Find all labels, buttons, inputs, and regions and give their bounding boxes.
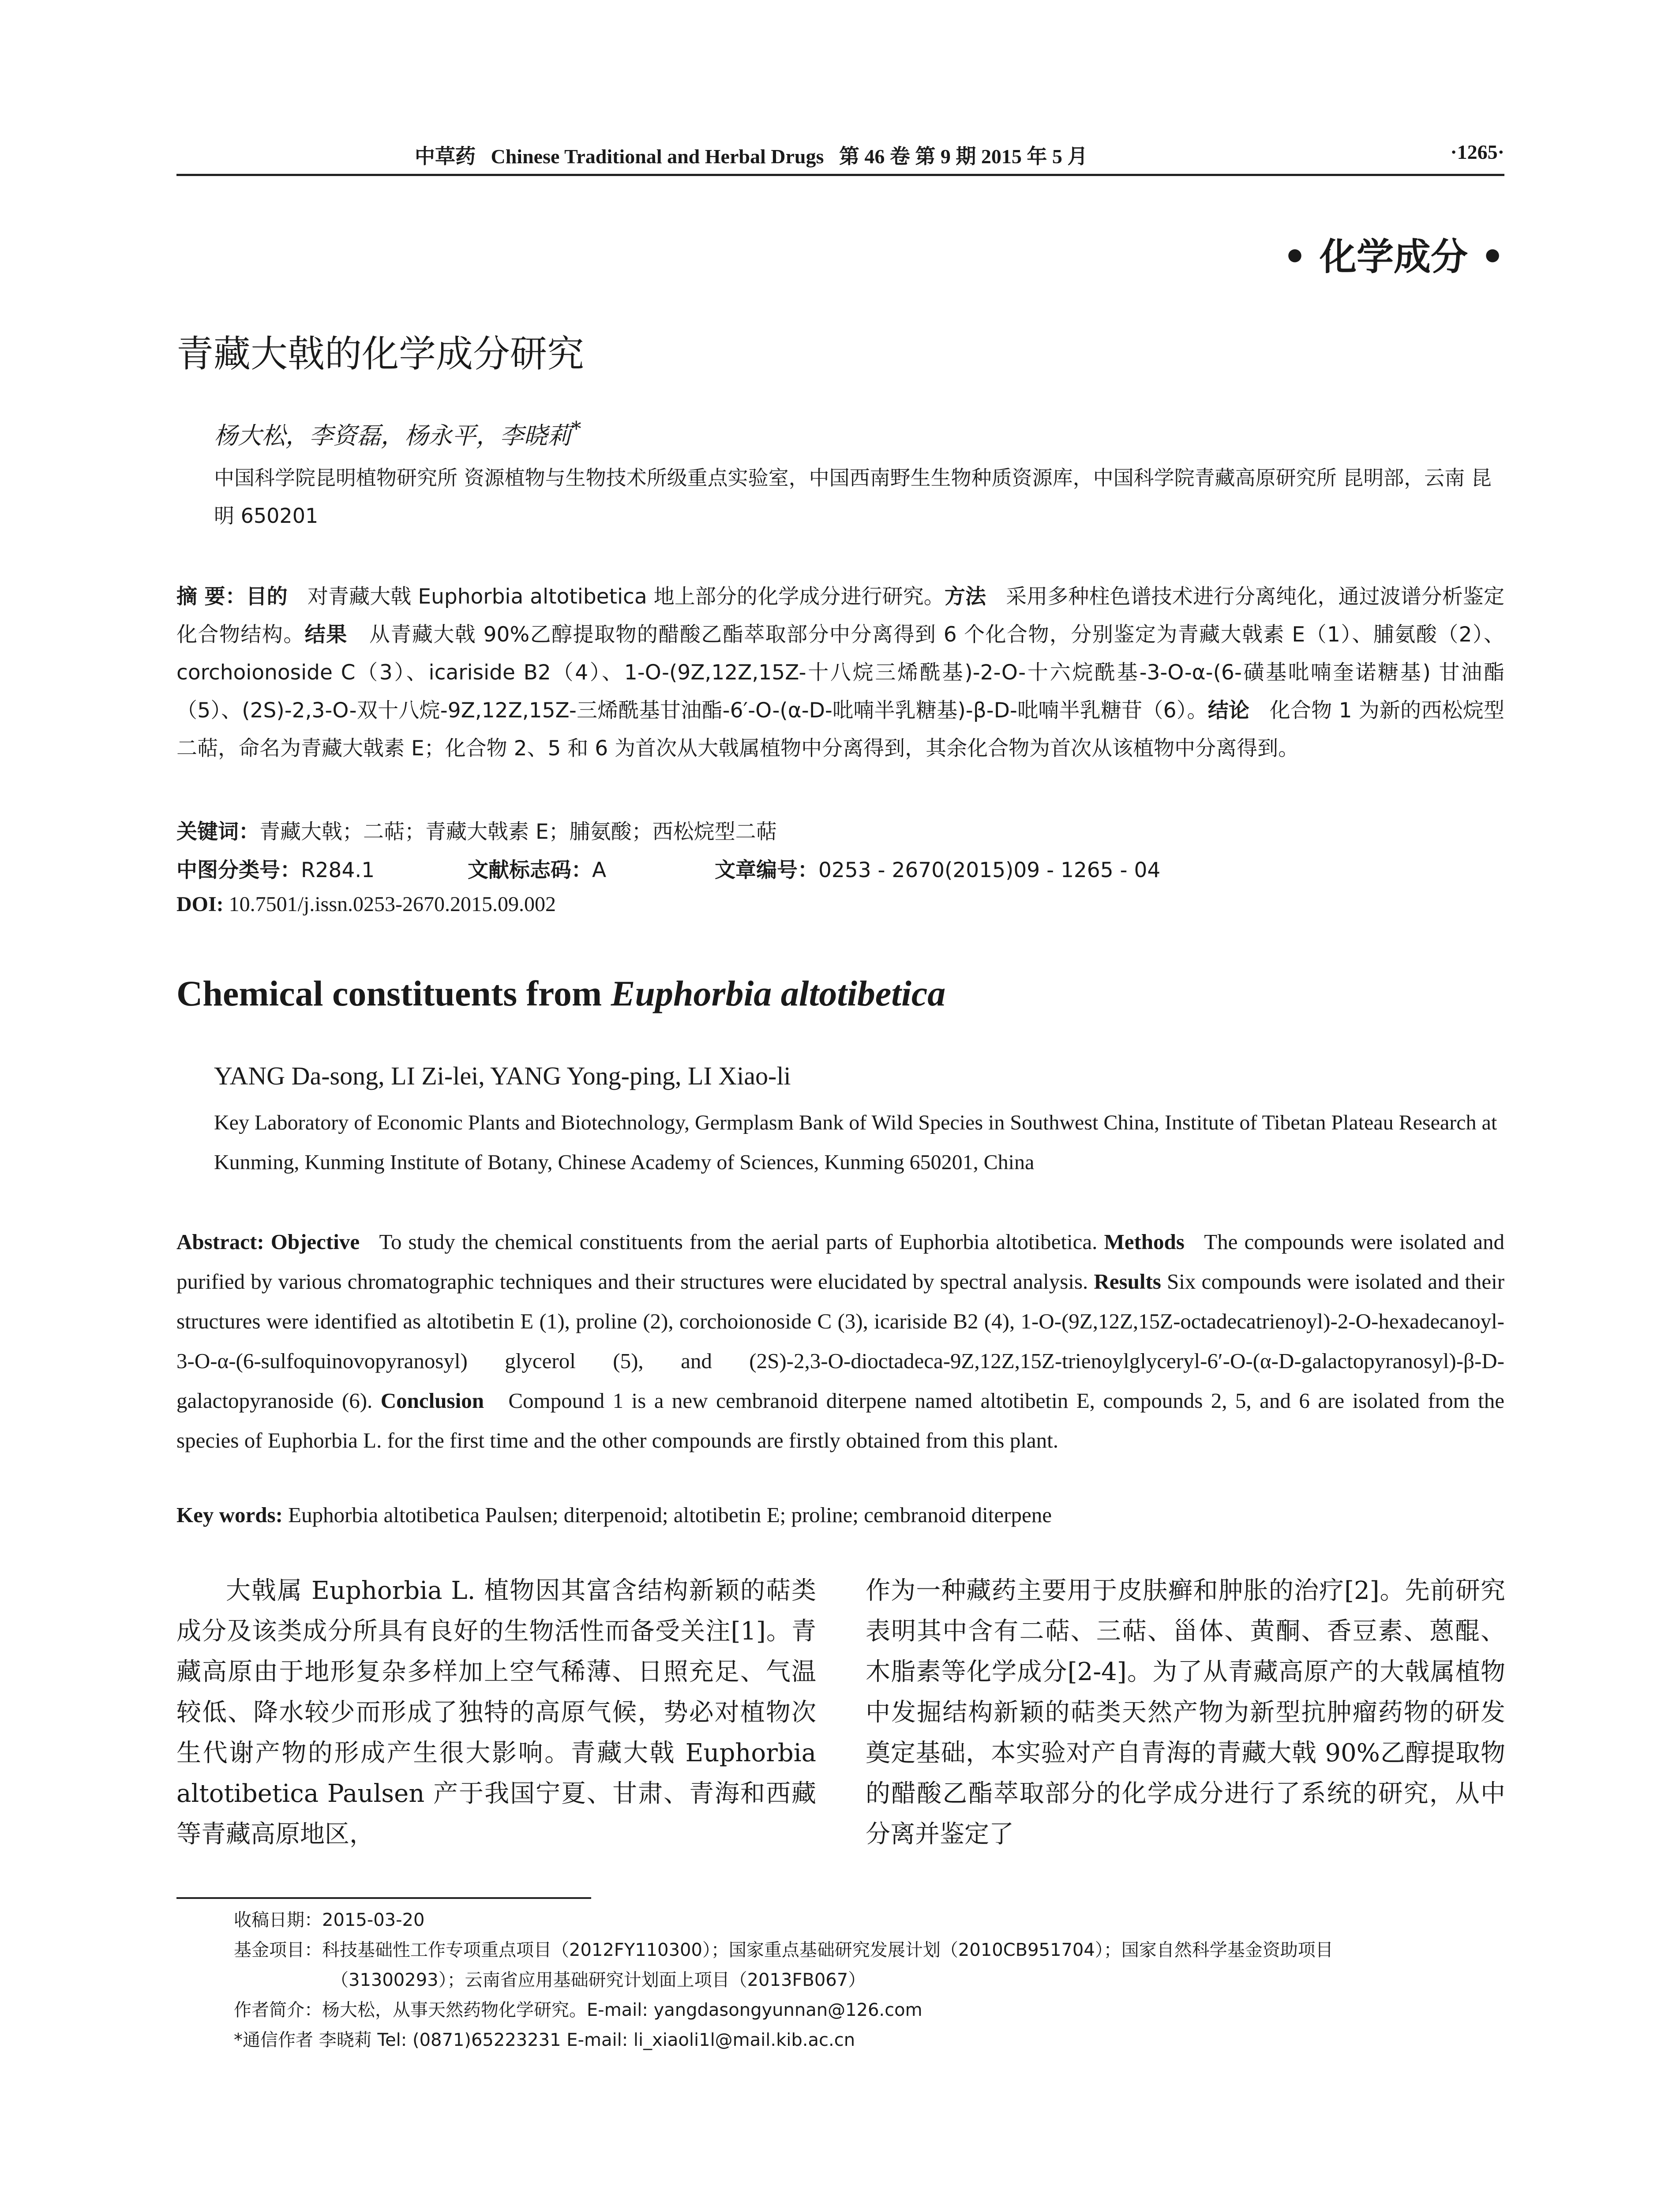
en-authors: YANG Da-song, LI Zi-lei, YANG Yong-ping, LI Xiao-li: [214, 1062, 791, 1090]
en-title-species: Euphorbia altotibetica: [611, 973, 946, 1013]
cn-conclusion-label: 结论: [1208, 698, 1250, 723]
cn-class-value: R284.1: [301, 858, 375, 882]
en-objective: To study the chemical constituents from the aerial parts of Euphorbia altotibetica.: [379, 1230, 1098, 1254]
en-keywords: [176, 1502, 1052, 1527]
cn-results: 从青藏大戟 90%乙醇提取物的醋酸乙酯萃取部分中分离得到 6 个化合物，分别鉴定为青藏大戟素 E（1）、脯氨酸（2）、corchoionoside C（3）、icariside B2（4）、1-O-(9Z,12Z,15Z-十八烷三烯酰基)-2-O-十六烷酰基-3-O-α-(6-磺基吡喃奎诺糖基) 甘油酯（5）、(2S)-2,3-O-双十八烷-9Z,12Z,15Z-三烯酰基甘油酯-6′-O-(α-D-吡喃半乳糖基)-β-D-吡喃半乳糖苷（6）。: [176, 623, 1505, 723]
cn-article-number: [715, 854, 1160, 883]
cn-affiliation: 中国科学院昆明植物研究所 资源植物与生物技术所级重点实验室，中国西南野生生物种质资源库，中国科学院青藏高原研究所 昆明部，云南 昆明 650201: [214, 466, 1492, 528]
cn-doc-code: [468, 854, 606, 883]
journal-issue: 第 46 卷 第 9 期 2015 年 5 月: [839, 145, 1088, 168]
en-title-plain: Chemical constituents from: [176, 973, 611, 1013]
page-number: ·1265·: [1450, 141, 1504, 163]
en-keywords-label: Key words:: [176, 1503, 283, 1527]
cn-doc-code-label: 文献标志码：: [468, 858, 592, 882]
cn-abstract-label: 摘 要：: [176, 585, 246, 609]
doi-label: DOI:: [176, 893, 224, 916]
header-rule: [176, 174, 1504, 176]
en-conclusion: Compound 1 is a new cembranoid diterpene named altotibetin E, compounds 2, 5, and 6 are isolated from the species of Euphorbia L. for the first time and the other compounds are firstly obtained from this plant.: [176, 1388, 1505, 1452]
section-tag: • 化学成分 •: [1283, 235, 1504, 278]
en-affiliation: Key Laboratory of Economic Plants and Biotechnology, Germplasm Bank of Wild Species in Southwest China, Institute of Tibetan Plateau Research at Kunming, Kunming Institute of Botany, Chinese Academy of Sciences, Kunming 650201, China: [214, 1111, 1497, 1174]
cn-abstract: [176, 578, 1504, 768]
cn-class-label: 中图分类号：: [176, 858, 301, 882]
body-column-right: 作为一种藏药主要用于皮肤癣和肿胀的治疗[2]。先前研究表明其中含有二萜、三萜、甾体、黄酮、香豆素、蒽醌、木脂素等化学成分[2-4]。为了从青藏高原产的大戟属植物中发掘结构新颖的萜类天然产物为新型抗肿瘤药物的研发奠定基础，本实验对产自青海的青藏大戟 90%乙醇提取物的醋酸乙酯萃取部分的化学成分进行了系统的研究，从中分离并鉴定了: [866, 1576, 1505, 1849]
en-abstract-label: Abstract: Objective: [176, 1230, 360, 1254]
en-methods: The compounds were isolated and purified by various chromatographic techniques and their structures were elucidated by spectral analysis.: [176, 1230, 1504, 1294]
en-abstract: [176, 1222, 1504, 1460]
cn-authors: [214, 417, 581, 451]
cn-keywords: [176, 815, 777, 845]
cn-article-no-label: 文章编号：: [715, 858, 818, 882]
cn-classification-row: [176, 854, 1504, 880]
journal-title: [415, 140, 1088, 169]
author-intro: 作者简介：杨大松，从事天然药物化学研究。E-mail: yangdasongyunnan@126.com: [234, 2000, 922, 2020]
cn-keywords-label: 关键词：: [176, 820, 259, 844]
doi-value: 10.7501/j.issn.0253-2670.2015.09.002: [229, 893, 556, 916]
en-keywords-text: Euphorbia altotibetica Paulsen; diterpenoid; altotibetin E; proline; cembranoid diterpene: [288, 1503, 1052, 1527]
en-results: Six compounds were isolated and their structures were identified as altotibetin E (1), proline (2), corchoionoside C (3), icariside B2 (4), 1-O-(9Z,12Z,15Z-octadecatrienoyl)-2-O-hexadecanoyl-3-O-α-(6-sulfoquinovopyranosyl) glycerol (5), and (2S)-2,3-O-dioctadeca-9Z,12Z,15Z-trienoylglyceryl-6′-O-(α-D-galactopyranosyl)-β-D-galactopyranoside (6).: [176, 1269, 1505, 1413]
footnotes: [234, 1905, 1504, 2055]
cn-article-no-value: 0253 - 2670(2015)09 - 1265 - 04: [818, 858, 1161, 882]
cn-results-label: 结果: [304, 623, 348, 647]
received-date: 收稿日期：2015-03-20: [234, 1910, 425, 1930]
cn-methods: 采用多种柱色谱技术进行分离纯化，通过波谱分析鉴定化合物结构。: [176, 585, 1505, 647]
funding-line-1: 基金项目：科技基础性工作专项重点项目（2012FY110300）；国家重点基础研究发展计划（2010CB951704）；国家自然科学基金资助项目: [234, 1940, 1333, 1960]
cn-doc-code-value: A: [592, 858, 607, 882]
en-methods-label: Methods: [1104, 1230, 1185, 1254]
cn-class-number: [176, 854, 375, 883]
funding-line-2: （31300293）；云南省应用基础研究计划面上项目（2013FB067）: [331, 1970, 866, 1990]
cn-title: 青藏大戟的化学成分研究: [176, 332, 585, 375]
doi-line: [176, 892, 556, 916]
corresponding-mark: *: [571, 417, 581, 440]
cn-keywords-text: 青藏大戟；二萜；青藏大戟素 E；脯氨酸；西松烷型二萜: [259, 820, 777, 844]
cn-methods-label: 方法: [944, 585, 986, 609]
body-column-left: 大戟属 Euphorbia L. 植物因其富含结构新颖的萜类成分及该类成分所具有良好的生物活性而备受关注[1]。青藏高原由于地形复杂多样加上空气稀薄、日照充足、气温较低、降水较少而形成了独特的高原气候，势必对植物次生代谢产物的形成产生很大影响。青藏大戟 Euphorbia altotibetica Paulsen 产于我国宁夏、甘肃、青海和西藏等青藏高原地区，: [176, 1576, 816, 1849]
journal-title-cn: 中草药: [415, 145, 476, 168]
cn-objective: 对青藏大戟 Euphorbia altotibetica 地上部分的化学成分进行研究。: [307, 585, 945, 609]
cn-author-list: 杨大松，李资磊，杨永平，李晓莉: [214, 422, 571, 450]
en-results-label: Results: [1094, 1269, 1161, 1294]
cn-objective-label: 目的: [246, 585, 288, 609]
en-title: [176, 973, 945, 1014]
cn-conclusion: 化合物 1 为新的西松烷型二萜，命名为青藏大戟素 E；化合物 2、5 和 6 为首次从大戟属植物中分离得到，其余化合物为首次从该植物中分离得到。: [176, 698, 1504, 761]
journal-title-en: Chinese Traditional and Herbal Drugs: [491, 145, 824, 168]
running-header: [176, 140, 1504, 171]
corresponding-author: *通信作者 李晓莉 Tel: (0871)65223231 E-mail: li_xiaoli1l@mail.kib.ac.cn: [234, 2030, 855, 2050]
en-conclusion-label: Conclusion: [380, 1388, 484, 1413]
funding: [234, 1935, 1504, 1995]
footnote-rule: [176, 1897, 591, 1899]
